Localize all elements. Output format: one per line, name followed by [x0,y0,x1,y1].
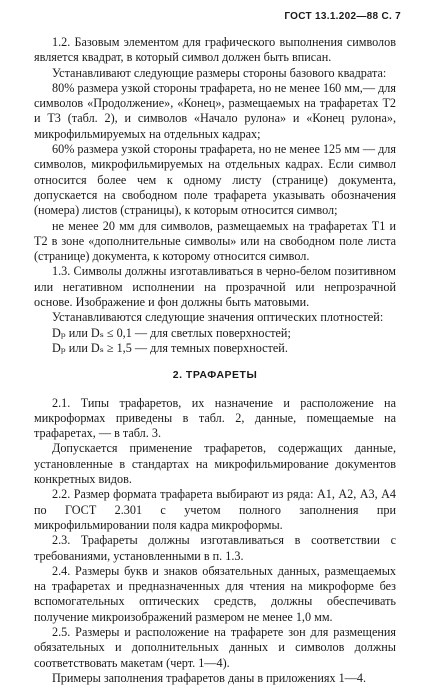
paragraph-2-1: 2.1. Типы трафаретов, их назначение и расположение на микроформах приведены в табл. 2, данные, помещаемые на трафаретах, — в табл. 3. [34,395,396,441]
paragraph-density-intro: Устанавливаются следующие значения оптических плотностей: [52,310,384,325]
paragraph-examples: Примеры заполнения трафаретов даны в приложениях 1—4. [52,670,367,685]
paragraph-20-mm: не менее 20 мм для символов, размещаемых на трафаретах Т1 и Т2 в зоне «дополнительные символы» или на свободном поле листа (странице) документа, к которому относится символ. [34,218,396,264]
section-title: 2. ТРАФАРЕТЫ [172,369,258,382]
paragraph-allowed: Допускается применение трафаретов, содержащих данные, установленные в стандартах на микрофильмирование документов конкретных видов. [34,441,396,487]
paragraph-2-2: 2.2. Размер формата трафарета выбирают из ряда: А1, А2, А3, А4 по ГОСТ 2.301 с учетом полного заполнения при микрофильмировании поля кадра микроформы. [34,487,396,532]
paragraph-density-dark: Dₚ или Dₛ ≥ 1,5 — для темных поверхностей. [52,340,288,355]
paragraph-density-light: Dₚ или Dₛ ≤ 0,1 — для светлых поверхностей; [52,325,291,340]
paragraph-2-3: 2.3. Трафареты должны изготавливаться в соответствии с требованиями, установленными в п. 1.3. [34,533,396,563]
paragraph-80-percent: 80% размера узкой стороны трафарета, но не менее 160 мм,— для символов «Продолжение», «Конец», размещаемых на трафаретах Т2 и Т3 (табл. 2), и символов «Начало рулона» и «Конец рулона», микрофильмируемых на отдельных кадрах; [34,80,396,141]
paragraph-2-5: 2.5. Размеры и расположение на трафарете зон для размещения обязательных и дополнительных данных и символов должны соответствовать макетам (черт. 1—4). [34,624,396,670]
paragraph-1-2: 1.2. Базовым элементом для графического выполнения символов является квадрат, в который символ должен быть вписан. [34,35,396,65]
paragraph-60-percent: 60% размера узкой стороны трафарета, но не менее 125 мм — для символов, микрофильмируемых на отдельных кадрах. Если символ относится более чем к одному листу (странице) документа, допускается на свободном поле трафарета указывать обозначения (номера) листов (страницы), к которым относится символ; [34,142,396,218]
paragraph-sizes-intro: Устанавливают следующие размеры стороны базового квадрата: [52,65,387,80]
paragraph-1-3: 1.3. Символы должны изготавливаться в черно-белом позитивном или негативном исполнении на прозрачной или непрозрачной основе. Изображение и фон должны быть матовыми. [34,264,396,310]
paragraph-2-4: 2.4. Размеры букв и знаков обязательных данных, размещаемых на трафаретах и предназначенных для чтения на микроформе без вспомогательных оптических средств, должны обеспечивать получение микроизображений размером не менее 1,0 мм. [34,563,396,624]
page-header: ГОСТ 13.1.202—88 С. 7 [284,11,401,22]
document-body [34,35,396,686]
